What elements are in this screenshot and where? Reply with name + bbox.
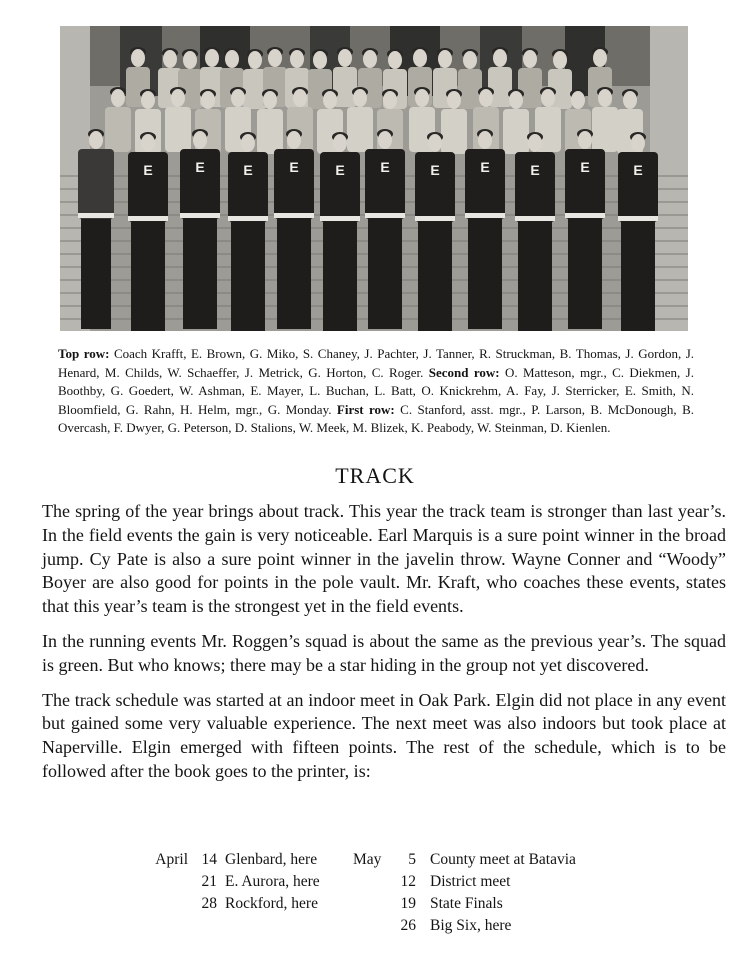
page-title: TRACK	[335, 463, 415, 488]
team-member-figure	[515, 132, 555, 331]
caption-second-row-names: O. Matteson, mgr., C. Diekmen, J. Boothby, G. Goedert, W. Ashman, E. Mayer, L. Buchan, L. Batt, O. Knickrehm, A. Fay, J. Sterricker, E. Smith, N. Bloomfield, G. Rahn, H. Helm, mgr., G. Monday.	[58, 364, 694, 417]
schedule-row	[0, 873, 750, 895]
svg-text:E: E	[580, 159, 590, 175]
team-member-figure	[180, 129, 220, 329]
caption-first-row-names: C. Stanford, asst. mgr., P. Larson, B. McDonough, B. Overcash, F. Dwyer, G. Peterson, D. Stalions, W. Meek, M. Blizek, K. Peabody, W. Steinman, D. Kienlen.	[58, 401, 694, 436]
svg-text:E: E	[430, 162, 440, 178]
schedule-day: 12	[400, 873, 416, 890]
team-member-figure	[465, 129, 505, 329]
schedule-event: E. Aurora, here	[225, 873, 320, 890]
team-member-figure	[274, 129, 314, 329]
paragraph: The spring of the year brings about track. This year the track team is stronger than last year’s. In the field events the gain is very noticeable. Earl Marquis is a sure point winner in the broad jump. Cy Pate is also a sure point winner in the javelin throw. Wayne Conner and “Woody” Boyer are also good for points in the pole vault. Mr. Kraft, who coaches these events, states that this year’s team is the strongest yet in the field events.	[42, 501, 726, 617]
svg-text:E: E	[480, 159, 490, 175]
photo-caption	[58, 345, 694, 438]
paragraph: In the running events Mr. Roggen’s squad is about the same as the previous year’s. The squad is green. But who knows; there may be a star hiding in the group not yet discovered.	[42, 630, 726, 675]
team-photo	[60, 26, 688, 331]
schedule-event: County meet at Batavia	[430, 851, 576, 868]
schedule-day: 19	[400, 895, 416, 912]
schedule-event: Rockford, here	[225, 895, 318, 912]
schedule-row	[0, 851, 750, 873]
team-member-figure	[365, 129, 405, 329]
schedule-row	[0, 917, 750, 939]
schedule-day: 5	[408, 851, 416, 868]
svg-text:E: E	[530, 162, 540, 178]
svg-text:E: E	[380, 159, 390, 175]
caption-second-row-label: Second row:	[423, 364, 500, 380]
schedule-day: 21	[201, 873, 217, 890]
schedule-event: Glenbard, here	[225, 851, 318, 868]
team-member-figure	[618, 132, 658, 331]
svg-text:E: E	[143, 162, 153, 178]
schedule-day: 26	[400, 917, 416, 934]
schedule-event: State Finals	[430, 895, 503, 912]
track-schedule	[0, 851, 750, 951]
caption-top-row-names: Coach Krafft, E. Brown, G. Miko, S. Chaney, J. Pachter, J. Tanner, R. Struckman, B. Thomas, J. Gordon, J. Henard, M. Childs, W. Schaeffer, J. Metrick, G. Horton, C. Roger.	[58, 346, 695, 380]
svg-text:E: E	[335, 162, 345, 178]
svg-text:E: E	[195, 159, 205, 175]
article-body	[42, 500, 726, 795]
caption-first-row-label: First row:	[331, 401, 395, 417]
team-member-figure	[320, 132, 360, 331]
svg-text:E: E	[289, 159, 299, 175]
schedule-event: District meet	[430, 873, 511, 890]
team-photo-image	[60, 26, 688, 331]
team-member-figure	[415, 132, 455, 331]
schedule-day: 28	[201, 895, 217, 912]
caption-top-row-label: Top row:	[58, 346, 110, 361]
svg-text:E: E	[243, 162, 253, 178]
schedule-month: April	[155, 851, 188, 868]
team-member-figure	[228, 132, 268, 331]
schedule-day: 14	[201, 851, 217, 868]
team-member-figure	[128, 132, 168, 331]
schedule-month: May	[353, 851, 382, 868]
paragraph: The track schedule was started at an indoor meet in Oak Park. Elgin did not place in any event but gained some very valuable experience. The next meet was also indoors but took place at Naperville. Elgin emerged with fifteen points. The rest of the schedule, which is to be followed after the book goes to the printer, is:	[42, 689, 726, 781]
schedule-event: Big Six, here	[430, 917, 512, 934]
team-member-figure	[78, 129, 114, 329]
schedule-row	[0, 895, 750, 917]
team-member-figure	[565, 129, 605, 329]
svg-text:E: E	[633, 162, 643, 178]
